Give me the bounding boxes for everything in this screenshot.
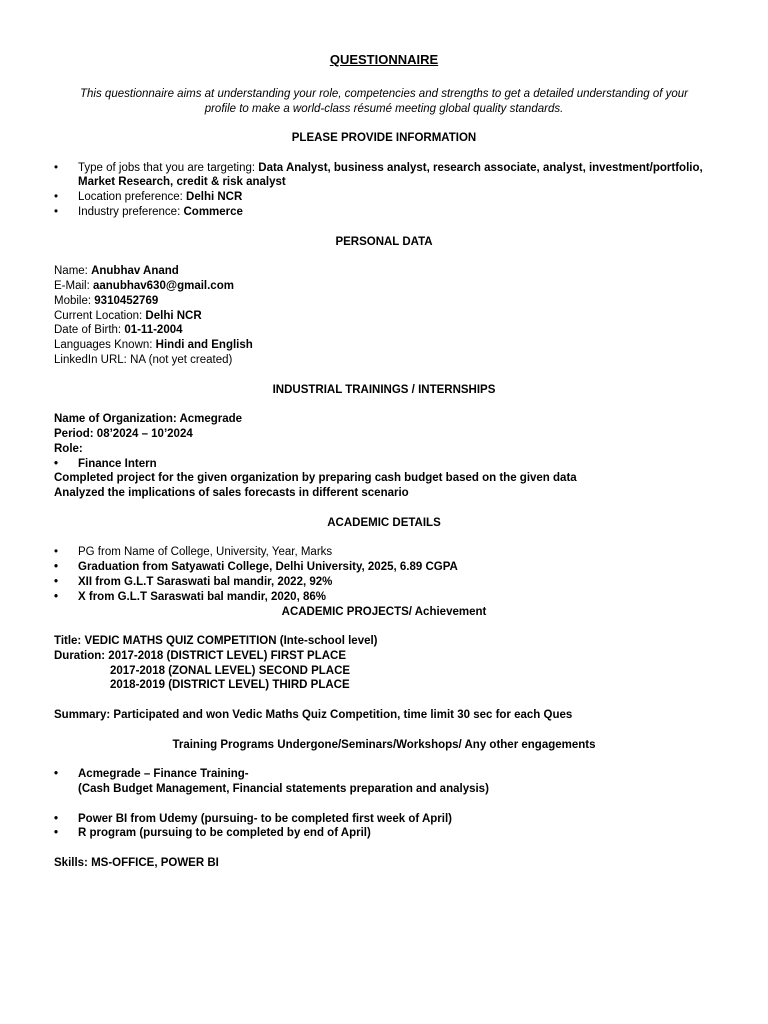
- document-page: [54, 52, 714, 871]
- projects-heading: ACADEMIC PROJECTS/ Achievement: [281, 605, 487, 618]
- list-item: • Industry preference: Commerce: [54, 205, 714, 220]
- field-email: E-Mail: aanubhav630@gmail.com: [54, 279, 234, 292]
- field-location: Current Location: Delhi NCR: [54, 309, 202, 322]
- internships-heading: INDUSTRIAL TRAININGS / INTERNSHIPS: [272, 383, 496, 396]
- project-duration: Duration: 2017-2018 (DISTRICT LEVEL) FIRST PLACE: [54, 649, 347, 662]
- internship-role-label: Role:: [54, 442, 83, 455]
- internship-period: Period: 08’2024 – 10’2024: [54, 427, 193, 440]
- list-item: • Finance Intern: [54, 457, 714, 472]
- list-item: • Location preference: Delhi NCR: [54, 190, 714, 205]
- list-item: • PG from Name of College, University, Year, Marks: [54, 545, 714, 560]
- field-mobile: Mobile: 9310452769: [54, 294, 159, 307]
- list-item: • Power BI from Udemy (pursuing- to be completed first week of April): [54, 812, 714, 827]
- role-list: [54, 457, 714, 472]
- project-summary: Summary: Participated and won Vedic Maths Quiz Competition, time limit 30 sec for each Ques: [54, 709, 573, 722]
- internship-desc: Completed project for the given organization by preparing cash budget based on the given data: [54, 472, 577, 485]
- project-duration: 2018-2019 (DISTRICT LEVEL) THIRD PLACE: [110, 679, 350, 692]
- field-linkedin: LinkedIn URL: NA (not yet created): [54, 353, 233, 366]
- info-heading: PLEASE PROVIDE INFORMATION: [291, 132, 477, 144]
- list-item: • R program (pursuing to be completed by end of April): [54, 826, 714, 841]
- training-heading: Training Programs Undergone/Seminars/Workshops/ Any other engagements: [172, 738, 596, 751]
- list-item: • Acmegrade – Finance Training- (Cash Budget Management, Financial statements preparation and analysis): [54, 767, 714, 797]
- internship-org: Name of Organization: Acmegrade: [54, 413, 243, 426]
- academic-list: [54, 545, 714, 604]
- internship-desc: Analyzed the implications of sales forecasts in different scenario: [54, 487, 409, 500]
- field-name: Name: Anubhav Anand: [54, 265, 179, 278]
- personal-fields: [54, 264, 714, 368]
- project-title: Title: VEDIC MATHS QUIZ COMPETITION (Inte-school level): [54, 635, 378, 648]
- list-item: • Graduation from Satyawati College, Delhi University, 2025, 6.89 CGPA: [54, 560, 714, 575]
- list-item: • X from G.L.T Saraswati bal mandir, 2020, 86%: [54, 590, 714, 605]
- personal-heading: PERSONAL DATA: [335, 235, 433, 248]
- list-item: • XII from G.L.T Saraswati bal mandir, 2022, 92%: [54, 575, 714, 590]
- field-dob: Date of Birth: 01-11-2004: [54, 324, 183, 337]
- document-title: QUESTIONNAIRE: [329, 52, 439, 67]
- field-languages: Languages Known: Hindi and English: [54, 339, 253, 352]
- info-list: [54, 161, 714, 220]
- training-list: [54, 767, 714, 797]
- list-item: • Type of jobs that you are targeting: Data Analyst, business analyst, research associate, analyst, investment/portfolio, Market Research, credit & risk analyst: [54, 161, 714, 191]
- skills-line: Skills: MS-OFFICE, POWER BI: [54, 857, 219, 870]
- intro-text: This questionnaire aims at understanding your role, competencies and strengths to get a detailed understanding of your profile to make a world-class résumé meeting global quality standards.: [80, 88, 688, 115]
- academic-heading: ACADEMIC DETAILS: [327, 516, 441, 529]
- project-duration: 2017-2018 (ZONAL LEVEL) SECOND PLACE: [110, 664, 351, 677]
- training-list: [54, 812, 714, 842]
